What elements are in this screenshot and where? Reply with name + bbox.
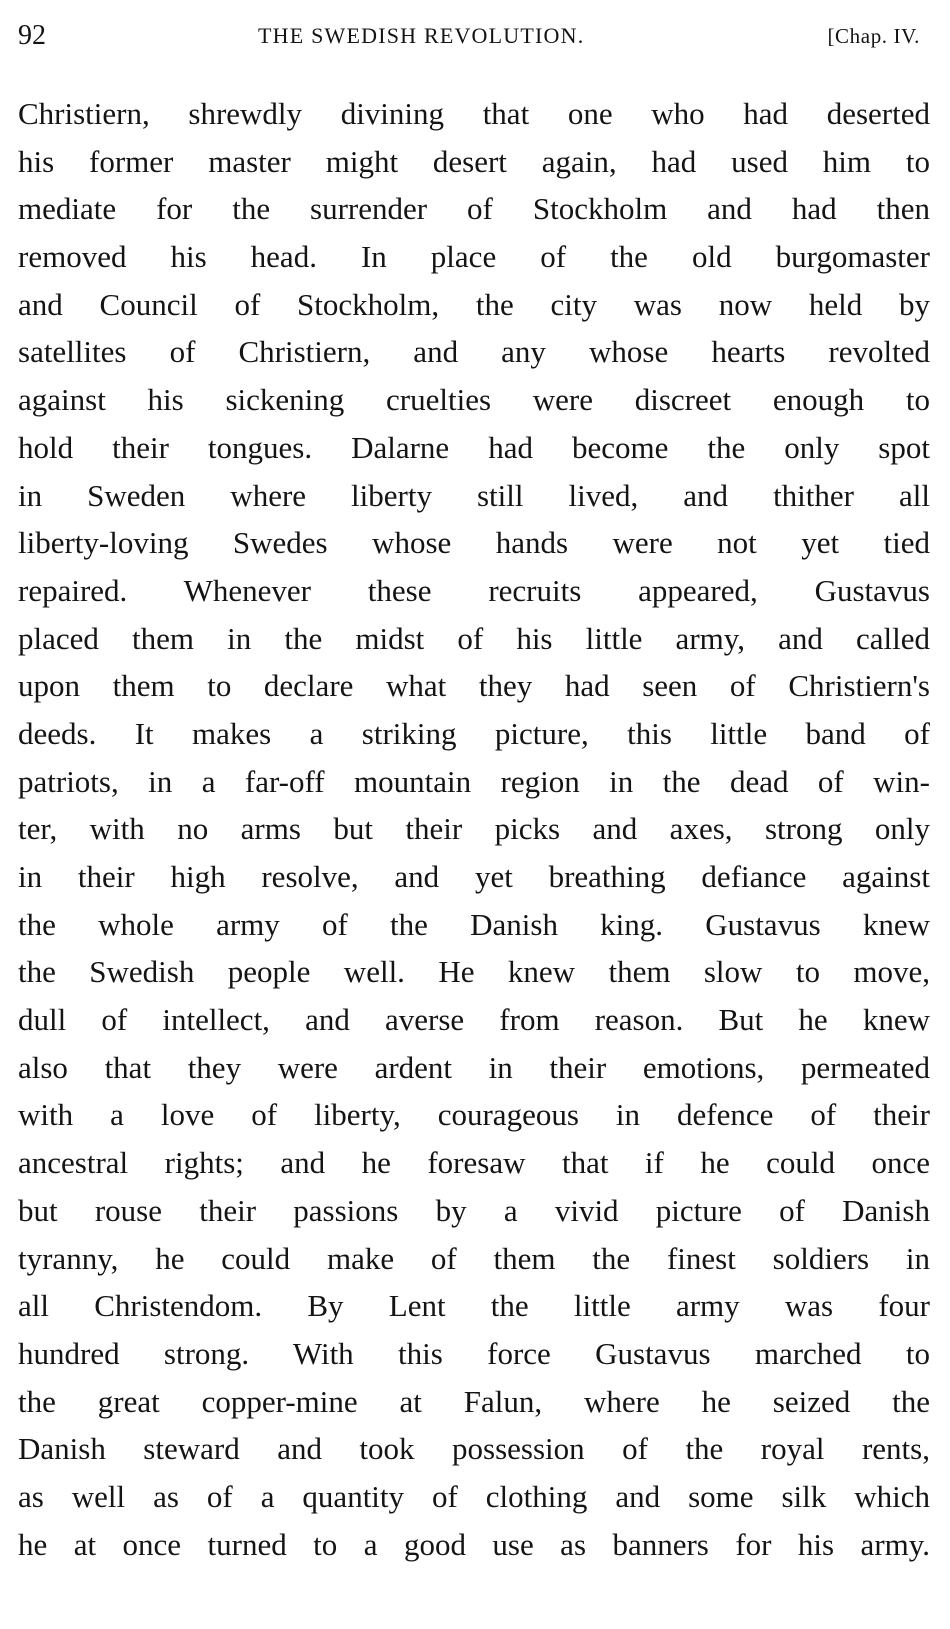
- text-line: in Sweden where liberty still lived, and thither all: [18, 477, 930, 513]
- text-line: hold their tongues. Dalarne had become the only spot: [18, 429, 930, 465]
- text-line: as well as of a quantity of clothing and some silk which: [18, 1478, 930, 1514]
- text-line: ter, with no arms but their picks and axes, strong only: [18, 811, 930, 847]
- text-line: Danish steward and took possession of the royal rents,: [18, 1431, 930, 1467]
- body-paragraph: [18, 90, 930, 1568]
- running-head: [18, 16, 930, 56]
- text-line: the Swedish people well. He knew them slow to move,: [18, 954, 930, 990]
- text-line: the whole army of the Danish king. Gustavus knew: [18, 906, 930, 942]
- text-line: in their high resolve, and yet breathing defiance against: [18, 859, 930, 894]
- text-line: against his sickening cruelties were discreet enough to: [18, 382, 930, 418]
- text-line: all Christendom. By Lent the little army was four: [18, 1288, 930, 1324]
- text-line: Christiern, shrewdly divining that one who had deserted: [18, 96, 930, 131]
- text-line: he at once turned to a good use as banners for his army.: [18, 1526, 930, 1562]
- text-line: satellites of Christiern, and any whose hearts revolted: [18, 334, 930, 370]
- text-line: removed his head. In place of the old burgomaster: [18, 239, 930, 275]
- text-line: liberty-loving Swedes whose hands were not yet tied: [18, 525, 930, 561]
- running-title: THE SWEDISH REVOLUTION.: [258, 23, 585, 48]
- text-line: hundred strong. With this force Gustavus marched to: [18, 1335, 930, 1371]
- text-line: also that they were ardent in their emotions, permeated: [18, 1049, 930, 1085]
- text-line: dull of intellect, and averse from reason. But he knew: [18, 1002, 930, 1038]
- text-line: mediate for the surrender of Stockholm and had then: [18, 191, 930, 227]
- text-line: but rouse their passions by a vivid picture of Danish: [18, 1192, 930, 1228]
- text-line: repaired. Whenever these recruits appeared, Gustavus: [18, 572, 930, 608]
- text-line: patriots, in a far-off mountain region in the dead of win-: [18, 763, 930, 799]
- text-line: ancestral rights; and he foresaw that if he could once: [18, 1145, 930, 1181]
- text-line: deeds. It makes a striking picture, this little band of: [18, 715, 930, 751]
- text-line: placed them in the midst of his little army, and called: [18, 620, 930, 656]
- text-line: the great copper-mine at Falun, where he seized the: [18, 1383, 930, 1419]
- page-number: 92: [18, 20, 46, 51]
- text-line: his former master might desert again, had used him to: [18, 143, 930, 179]
- text-line: with a love of liberty, courageous in defence of their: [18, 1097, 930, 1133]
- text-line: and Council of Stockholm, the city was now held by: [18, 286, 930, 322]
- text-line: upon them to declare what they had seen of Christiern's: [18, 668, 930, 704]
- chapter-reference: [Chap. IV.: [827, 24, 920, 48]
- text-line: tyranny, he could make of them the finest soldiers in: [18, 1240, 930, 1276]
